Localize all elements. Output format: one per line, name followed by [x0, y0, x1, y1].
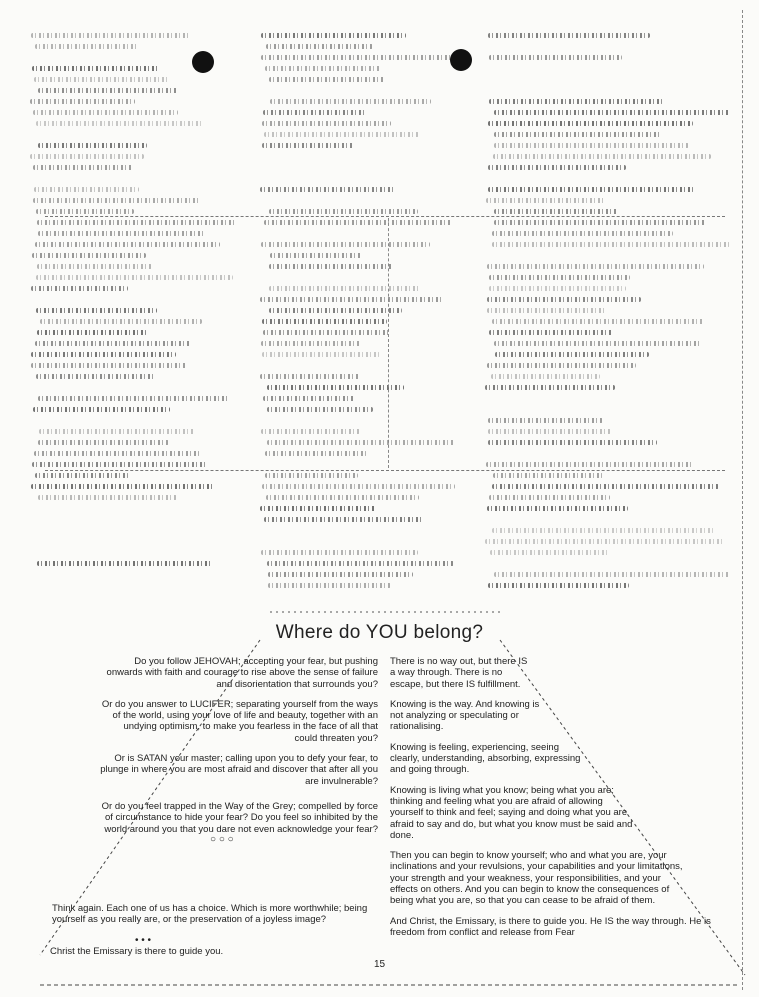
left-column: [100, 656, 378, 844]
satan-paragraph: Or is SATAN your master; calling upon you to defy your fear, to plunge in where you are most afraid and discover that after all you are invulnerable?: [100, 753, 378, 787]
solid-dots: • • •: [135, 935, 152, 946]
knowing-way-paragraph: Knowing is the way. And knowing is not analyzing or speculating or rationalising.: [390, 698, 540, 733]
headline: Where do YOU belong?: [275, 622, 484, 643]
think-again-paragraph: Think again. Each one of us has a choice. Which is more worthwhile; being yourself as you really are, or the preservation of a joyless image?: [52, 903, 368, 926]
no-way-out-paragraph: There is no way out, but there IS a way through. There is no escape, but there IS fulfillment.: [390, 656, 528, 690]
christ-guide-line: Christ the Emissary is there to guide you.: [50, 946, 224, 957]
christ-emissary-paragraph: And Christ, the Emissary, is there to guide you. He IS the way through. He is freedom from conflict and release from Fear: [390, 915, 711, 938]
knowing-living-paragraph: Knowing is living what you know; being what you are; thinking and feeling what you are afraid of allowing yourself to think and feel; saying and doing what you are afraid to say and do, but what you know must be said and done.: [390, 784, 633, 841]
page-number: 15: [373, 959, 386, 970]
know-yourself-paragraph: Then you can begin to know yourself; who and what you are, your inclinations and your revulsions, your capabilities and your limitations, your strength and your weakness, your responsibilities, and your effects on others. And you can begin to know the consequences of being what you are, so that you can cease to be afraid of them.: [390, 850, 683, 907]
grey-paragraph: Or do you feel trapped in the Way of the Grey; compelled by force of circumstance to hide your fear? Do you feel so inhibited by the world around you that you dare not even acknowledge your fear?: [101, 800, 378, 835]
knowing-feeling-paragraph: Knowing is feeling, experiencing, seeing clearly, understanding, absorbing, expressing and going through.: [390, 741, 581, 776]
hollow-dots: ○ ○ ○: [210, 834, 234, 845]
jehovah-paragraph: Do you follow JEHOVAH; accepting your fear, but pushing onwards with faith and courage to rise above the sense of failure and disorientation that surrounds you?: [106, 656, 378, 690]
lucifer-paragraph: Or do you answer to LUCIFER; separating yourself from the ways of the world, using your love of life and beauty, together with an undying optimism, to make you fearless in the face of all that could threaten you?: [101, 698, 378, 744]
right-column: [390, 656, 718, 947]
